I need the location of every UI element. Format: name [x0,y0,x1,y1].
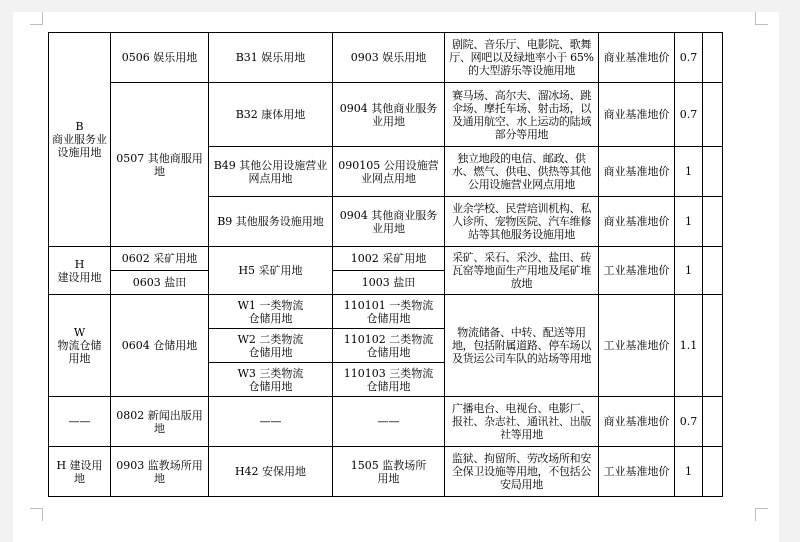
mid-category-cell: 0604 仓储用地 [111,295,209,397]
description-cell: 采矿、采石、采沙、盐田、砖瓦窑等地面生产用地及尾矿堆放地 [445,247,599,295]
coefficient-cell: 0.7 [675,83,703,147]
coefficient-cell: 1 [675,197,703,247]
crop-mark-top-left [30,12,43,25]
planning-code-cell: B31 娱乐用地 [209,33,333,83]
description-cell: 物流储备、中转、配送等用地，包括附属道路、停车场以及货运公司车队的站场等用地 [445,295,599,397]
planning-code-cell: H5 采矿用地 [209,247,333,295]
table-row [49,83,723,147]
note-cell [703,147,723,197]
table-row [49,33,723,83]
planning-code-cell: W2 二类物流 仓储用地 [209,329,333,363]
price-type-cell: 工业基准地价 [599,295,675,397]
coefficient-cell: 1.1 [675,295,703,397]
description-cell: 剧院、音乐厅、电影院、歌舞厅、网吧以及绿地率小于 65% 的大型游乐等设施用地 [445,33,599,83]
note-cell [703,247,723,295]
description-cell: 业余学校、民营培训机构、私人诊所、宠物医院、汽车维修站等其他服务设施用地 [445,197,599,247]
price-type-cell: 工业基准地价 [599,247,675,295]
table-row [49,295,723,329]
land-code-cell: —— [333,397,445,447]
price-type-cell: 商业基准地价 [599,83,675,147]
land-code-cell: 110102 二类物流 仓储用地 [333,329,445,363]
land-code-cell: 1505 监教场所 用地 [333,447,445,497]
note-cell [703,295,723,397]
major-category-cell: B 商业服务业 设施用地 [49,33,111,247]
planning-code-cell: H42 安保用地 [209,447,333,497]
land-code-cell: 110101 一类物流 仓储用地 [333,295,445,329]
coefficient-cell: 1 [675,247,703,295]
major-category-cell: H 建设用地 [49,447,111,497]
land-code-cell: 0903 娱乐用地 [333,33,445,83]
crop-mark-bottom-left [30,508,43,521]
price-type-cell: 工业基准地价 [599,447,675,497]
planning-code-cell: W1 一类物流 仓储用地 [209,295,333,329]
note-cell [703,397,723,447]
planning-code-cell: B49 其他公用设施营业网点用地 [209,147,333,197]
mid-category-cell: 0603 盐田 [111,271,209,295]
crop-mark-bottom-right [755,508,768,521]
land-code-cell: 0904 其他商业服务业用地 [333,197,445,247]
price-type-cell: 商业基准地价 [599,33,675,83]
land-code-cell: 1002 采矿用地 [333,247,445,271]
planning-code-cell: —— [209,397,333,447]
mid-category-cell: 0903 监教场所用地 [111,447,209,497]
table-row [49,247,723,271]
coefficient-cell: 0.7 [675,397,703,447]
note-cell [703,33,723,83]
price-type-cell: 商业基准地价 [599,397,675,447]
description-cell: 赛马场、高尔夫、溜冰场、跳伞场、摩托车场、射击场，以及通用航空、水上运动的陆域部分等用地 [445,83,599,147]
land-use-classification-table [48,32,723,497]
description-cell: 监狱、拘留所、劳改场所和安全保卫设施等用地，不包括公安局用地 [445,447,599,497]
description-cell: 广播电台、电视台、电影厂、报社、杂志社、通讯社、出版社等用地 [445,397,599,447]
coefficient-cell: 0.7 [675,33,703,83]
description-cell: 独立地段的电信、邮政、供水、燃气、供电、供热等其他公用设施营业网点用地 [445,147,599,197]
coefficient-cell: 1 [675,147,703,197]
crop-mark-top-right [755,12,768,25]
major-category-cell: —— [49,397,111,447]
major-category-cell: H 建设用地 [49,247,111,295]
note-cell [703,447,723,497]
planning-code-cell: B9 其他服务设施用地 [209,197,333,247]
mid-category-cell: 0507 其他商服用地 [111,83,209,247]
land-code-cell: 0904 其他商业服务业用地 [333,83,445,147]
land-code-cell: 090105 公用设施营业网点用地 [333,147,445,197]
mid-category-cell: 0802 新闻出版用地 [111,397,209,447]
price-type-cell: 商业基准地价 [599,147,675,197]
note-cell [703,197,723,247]
planning-code-cell: W3 三类物流 仓储用地 [209,363,333,397]
price-type-cell: 商业基准地价 [599,197,675,247]
note-cell [703,83,723,147]
mid-category-cell: 0602 采矿用地 [111,247,209,271]
table-row [49,447,723,497]
mid-category-cell: 0506 娱乐用地 [111,33,209,83]
coefficient-cell: 1 [675,447,703,497]
table-row [49,397,723,447]
land-code-cell: 110103 三类物流 仓储用地 [333,363,445,397]
land-code-cell: 1003 盐田 [333,271,445,295]
planning-code-cell: B32 康体用地 [209,83,333,147]
major-category-cell: W 物流仓储 用地 [49,295,111,397]
